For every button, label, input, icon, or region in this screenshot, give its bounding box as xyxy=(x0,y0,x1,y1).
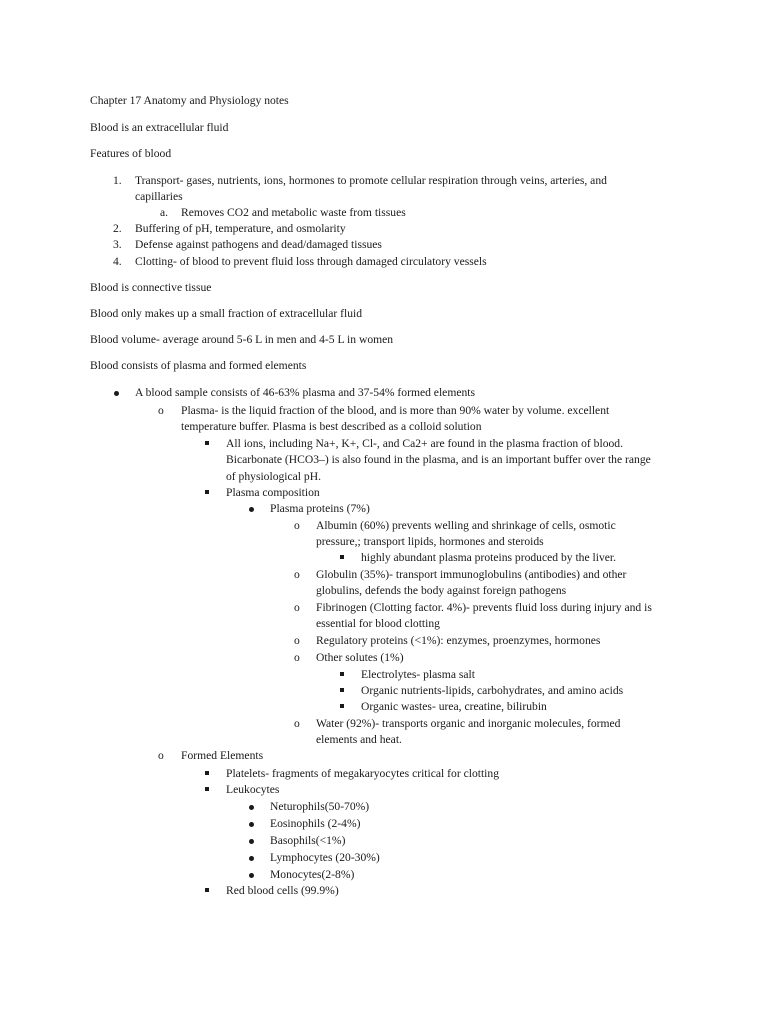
paragraph: Blood consists of plasma and formed elements xyxy=(90,359,307,372)
paragraph: Blood is connective tissue xyxy=(90,281,212,294)
paragraph: Blood only makes up a small fraction of extracellular fluid xyxy=(90,307,363,320)
document-page: Chapter 17 Anatomy and Physiology notes Blood is an extracellular fluid Features of blood 1. Transport- gases, nutrients, ions, hormones to promote cellular respiration through veins, arteries, and capillaries a. Removes CO2 and metabolic waste from tissues 2. Buffering of pH, temperature, and osmolarity 3. Defense against pathogens and dead/damaged tissues 4. Clotting- of blood to prevent fluid loss through damaged circulatory vessels Blood is connective tissue Blood only makes up a small fraction of extracellular fluid Blood volume- average around 5-6 L in men and 4-5 L in women Blood consists of plasma and formed elements A blood sample consists of 46-63% plasma and 37-54% formed elements o Plasma- is the liquid fraction of the blood, and is more than 90% water by volume. excellent temperature buffer. Plasma is best described as a colloid solution All ions, including Na+, K+, Cl-, and Ca2+ are found in the plasma fraction of blood. Bicarbonate (HCO3–) is also found in the plasma, and is an important buffer over the range of physiological pH. Plasma composition Plasma proteins (7%) o Albumin (60%) prevents welling and shrinkage of cells, osmotic pressure,; transport lipids, hormones and steroids highly abundant plasma proteins produced by the liver. o Globulin (35%)- transport immunoglobulins (antibodies) and other globulins, defends the body against foreign pathogens o Fibrinogen (Clotting factor. 4%)- prevents fluid loss during injury and is essential for blood clotting o Regulatory proteins (<1%): enzymes, proenzymes, hormones o Other solutes (1%) Electrolytes- plasma salt Organic nutrients-lipids, carbohydrates, and amino acids Organic wastes- urea, creatine, bilirubin o Water (92%)- transports organic and inorganic molecules, formed elements and heat. o Formed Elements Platelets- fragments of megakaryocytes critical for clotting Leukocytes Neturophils(50-70%) Eosinophils (2-4%) Basophils(<1%) Lymphocytes (20-30%) Monocytes(2-8%) Red blood cells (99.9%) xyxy=(0,0,768,1024)
paragraph: Blood is an extracellular fluid xyxy=(90,121,229,134)
paragraph: Blood volume- average around 5-6 L in men and 4-5 L in women xyxy=(90,333,394,346)
document-title: Chapter 17 Anatomy and Physiology notes xyxy=(90,94,289,107)
section-heading: Features of blood xyxy=(90,147,172,160)
